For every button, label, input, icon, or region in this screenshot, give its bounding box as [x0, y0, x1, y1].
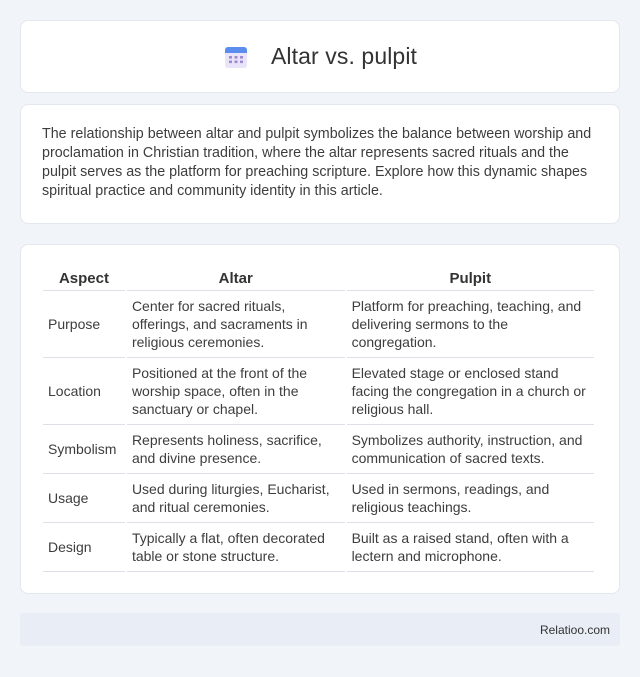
page-title: Altar vs. pulpit: [270, 43, 418, 69]
table-row: [43, 425, 594, 474]
header-altar: Altar: [127, 265, 345, 291]
intro-text: The relationship between altar and pulpit symbolizes the balance between worship and proclamation in Christian tradition, where the altar represents sacred rituals and the pulpit serves as the platform for preaching scripture. Explore how this dynamic shapes spiritual practice and community identity in this article.: [42, 126, 592, 199]
aspect-cell: Design: [43, 523, 125, 572]
footer-brand[interactable]: Relatioo.com: [539, 622, 610, 637]
title-card: [20, 20, 620, 93]
comparison-table-card: [20, 244, 620, 594]
footer-bar: [20, 613, 620, 646]
table-row: [43, 523, 594, 572]
pulpit-cell: Symbolizes authority, instruction, and communication of sacred texts.: [347, 425, 594, 474]
comparison-table: [41, 265, 596, 572]
table-row: [43, 291, 594, 358]
altar-cell: Center for sacred rituals, offerings, and sacraments in religious ceremonies.: [127, 291, 345, 358]
header-pulpit: Pulpit: [347, 265, 594, 291]
aspect-cell: Location: [43, 358, 125, 425]
calendar-icon: [223, 44, 249, 70]
table-row: [43, 358, 594, 425]
header-aspect: Aspect: [43, 265, 125, 291]
altar-cell: Represents holiness, sacrifice, and divine presence.: [127, 425, 345, 474]
pulpit-cell: Platform for preaching, teaching, and delivering sermons to the congregation.: [347, 291, 594, 358]
altar-cell: Typically a flat, often decorated table or stone structure.: [127, 523, 345, 572]
intro-card: [20, 104, 620, 224]
pulpit-cell: Built as a raised stand, often with a lectern and microphone.: [347, 523, 594, 572]
altar-cell: Used during liturgies, Eucharist, and ritual ceremonies.: [127, 474, 345, 523]
pulpit-cell: Used in sermons, readings, and religious teachings.: [347, 474, 594, 523]
pulpit-cell: Elevated stage or enclosed stand facing the congregation in a church or religious hall.: [347, 358, 594, 425]
table-row: [43, 474, 594, 523]
altar-cell: Positioned at the front of the worship space, often in the sanctuary or chapel.: [127, 358, 345, 425]
aspect-cell: Purpose: [43, 291, 125, 358]
aspect-cell: Usage: [43, 474, 125, 523]
table-header-row: [43, 265, 594, 291]
aspect-cell: Symbolism: [43, 425, 125, 474]
